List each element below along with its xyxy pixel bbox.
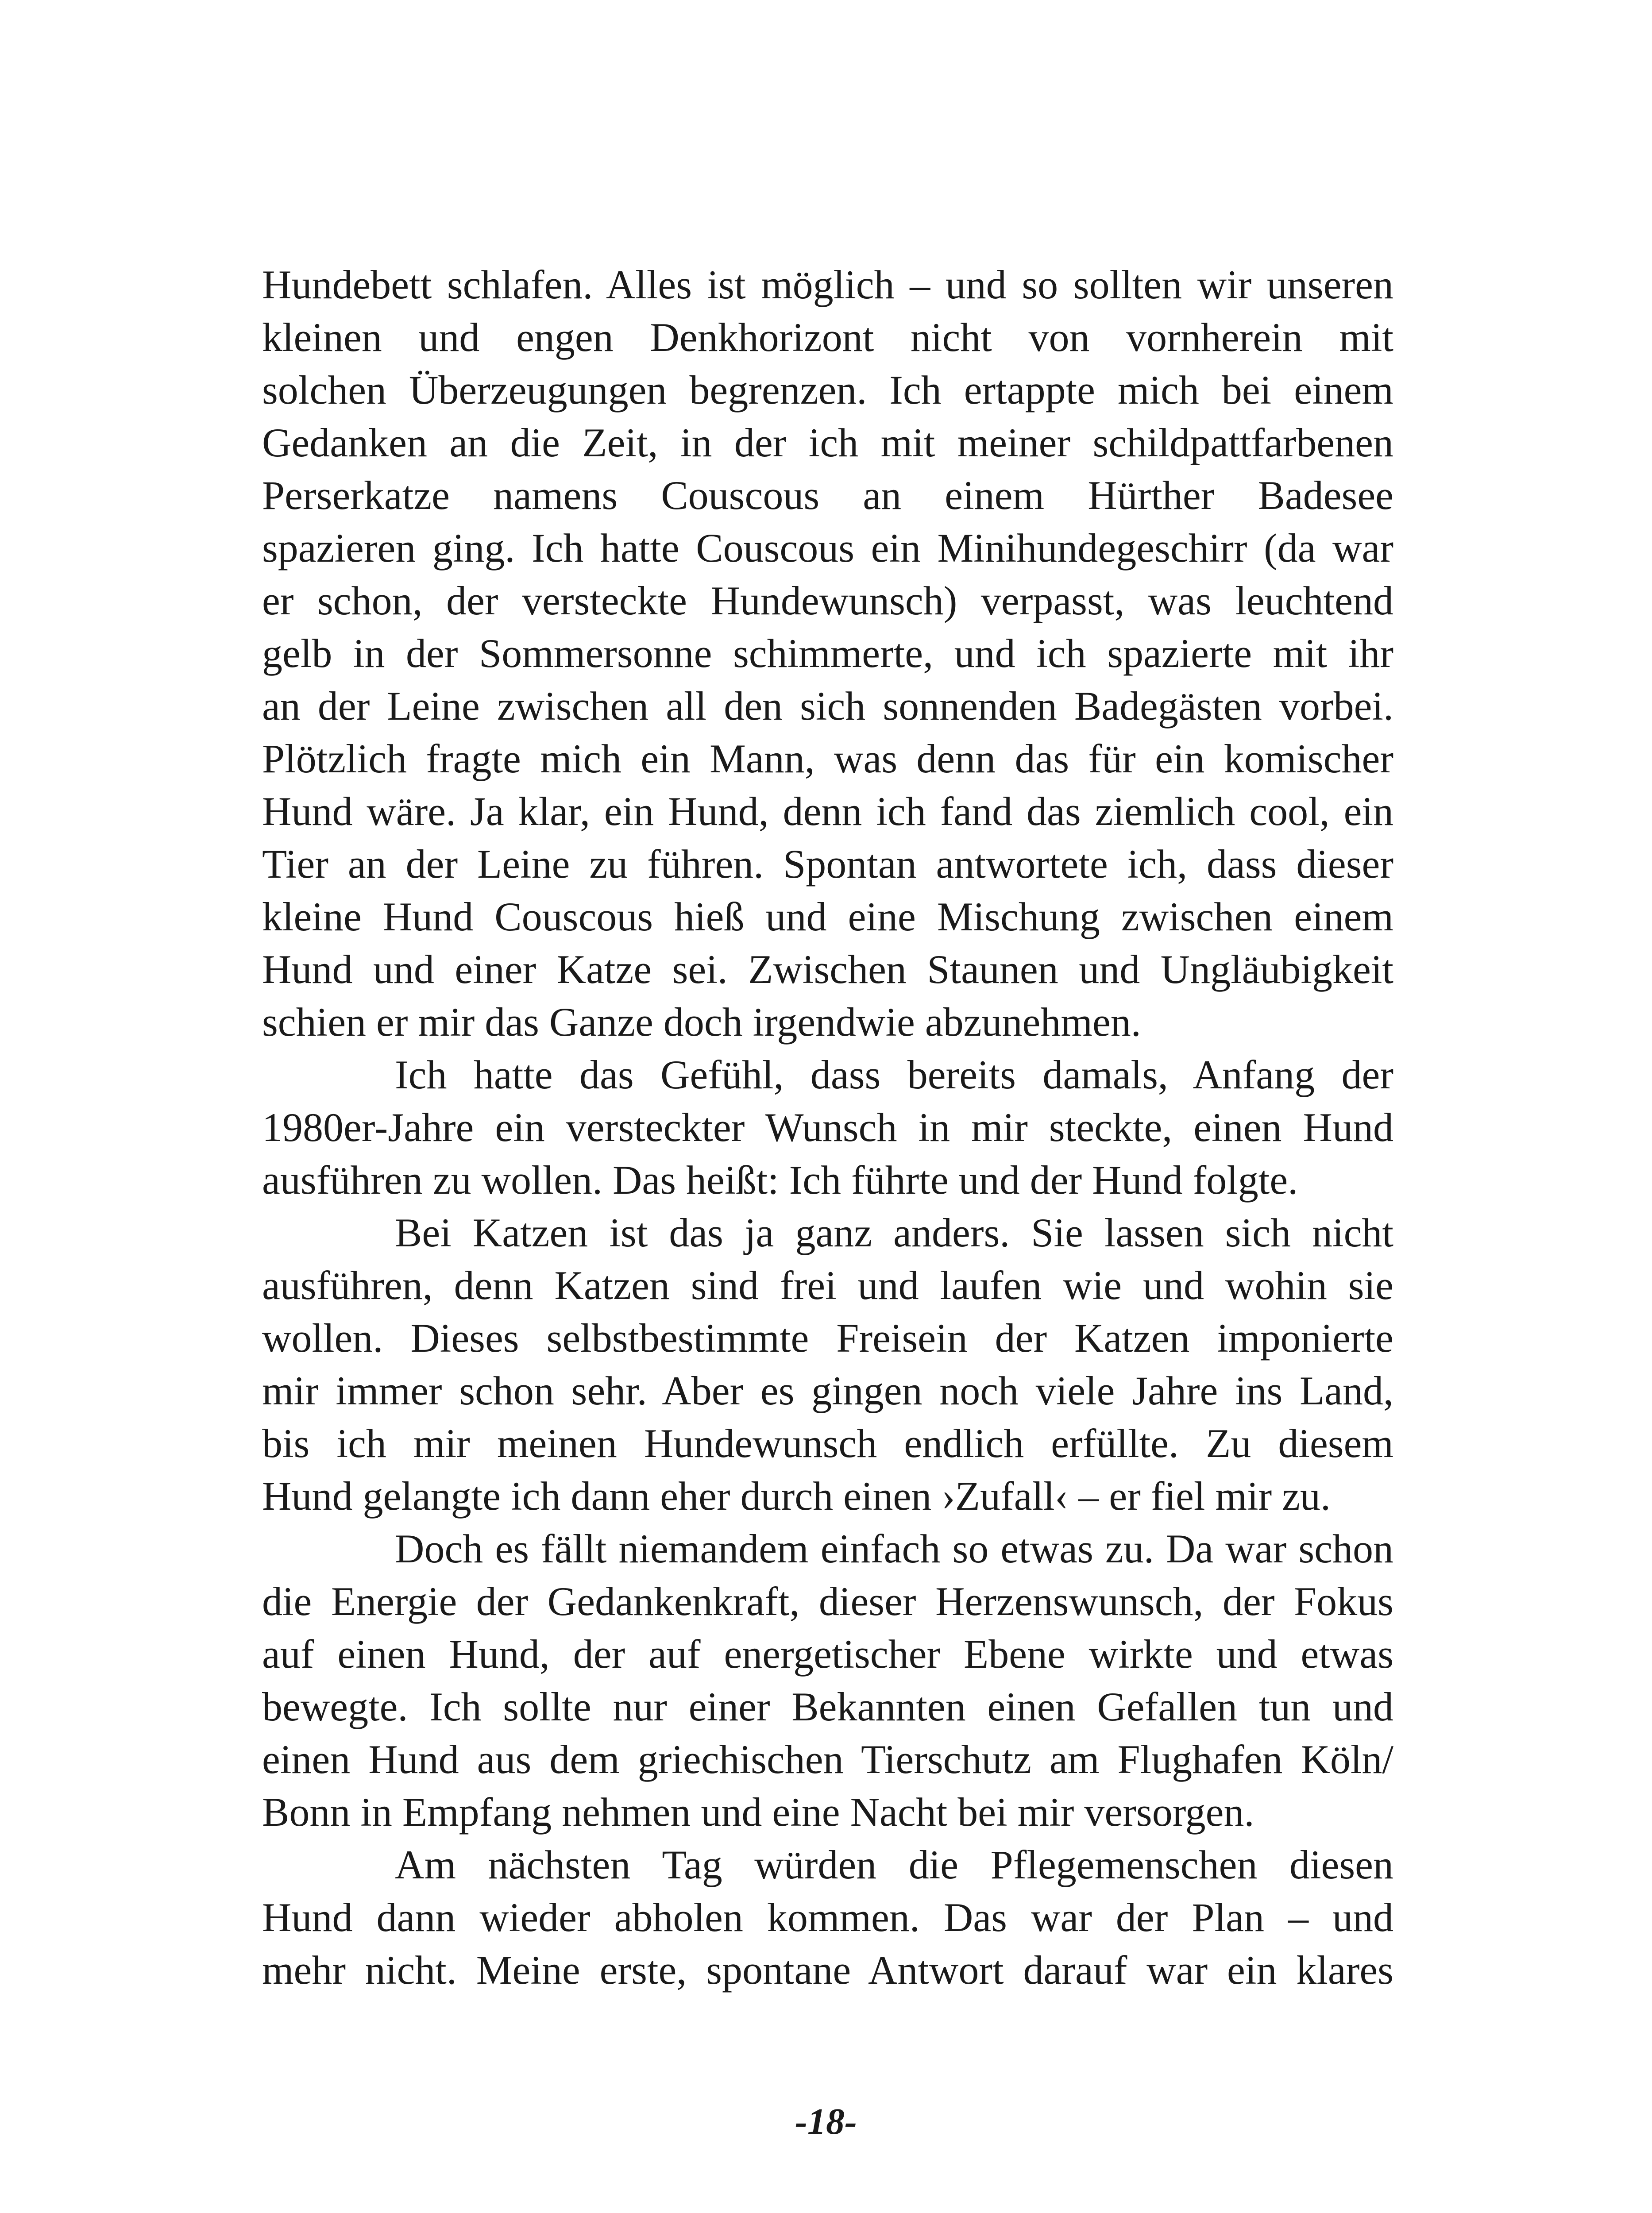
text-line: Ich hatte das Gefühl, dass bereits damals, Anfang der — [395, 1052, 1393, 1097]
text-line: Perserkatze namens Couscous an einem Hürther Badesee — [262, 473, 1393, 518]
text-line: gelb in der Sommersonne schimmerte, und ich spazierte mit ihr — [262, 631, 1393, 676]
text-line: wollen. Dieses selbstbestimmte Freisein der Katzen imponierte — [262, 1315, 1393, 1361]
text-line: bewegte. Ich sollte nur einer Bekannten einen Gefallen tun und — [262, 1684, 1393, 1729]
text-line: bis ich mir meinen Hundewunsch endlich erfüllte. Zu diesem — [262, 1421, 1393, 1466]
text-line: spazieren ging. Ich hatte Couscous ein Minihundegeschirr (da war — [262, 525, 1393, 571]
text-line: Bei Katzen ist das ja ganz anders. Sie lassen sich nicht — [395, 1210, 1393, 1255]
text-line: er schon, der versteckte Hundewunsch) verpasst, was leuchtend — [262, 578, 1393, 623]
text-line: solchen Überzeugungen begrenzen. Ich ertappte mich bei einem — [262, 367, 1393, 413]
text-line: Hund und einer Katze sei. Zwischen Staunen und Ungläubigkeit — [262, 947, 1393, 992]
body-text — [262, 258, 1393, 1997]
text-line: Gedanken an die Zeit, in der ich mit meiner schildpattfarbenen — [262, 420, 1393, 465]
text-line: kleinen und engen Denkhorizont nicht von vornherein mit — [262, 315, 1393, 360]
paragraph — [262, 258, 1393, 1049]
text-line: mir immer schon sehr. Aber es gingen noch viele Jahre ins Land, — [262, 1368, 1393, 1413]
paragraph — [262, 1839, 1393, 1997]
text-line: Tier an der Leine zu führen. Spontan antwortete ich, dass dieser — [262, 841, 1393, 887]
text-line: einen Hund aus dem griechischen Tierschutz am Flughafen Köln/ — [262, 1737, 1393, 1782]
text-line: Bonn in Empfang nehmen und eine Nacht bei mir versorgen. — [262, 1789, 1254, 1835]
text-line: Hund wäre. Ja klar, ein Hund, denn ich fand das ziemlich cool, ein — [262, 789, 1393, 834]
text-line: auf einen Hund, der auf energetischer Ebene wirkte und etwas — [262, 1631, 1393, 1677]
paragraph — [262, 1207, 1393, 1523]
text-line: mehr nicht. Meine erste, spontane Antwort darauf war ein klares — [262, 1947, 1393, 1993]
paragraph — [262, 1523, 1393, 1839]
text-line: Hundebett schlafen. Alles ist möglich – und so sollten wir unseren — [262, 262, 1393, 307]
text-line: Hund gelangte ich dann eher durch einen ›Zufall‹ – er fiel mir zu. — [262, 1473, 1331, 1519]
text-line: Plötzlich fragte mich ein Mann, was denn das für ein komischer — [262, 736, 1393, 781]
text-line: die Energie der Gedankenkraft, dieser Herzenswunsch, der Fokus — [262, 1579, 1393, 1624]
text-line: ausführen zu wollen. Das heißt: Ich führte und der Hund folgte. — [262, 1157, 1298, 1203]
text-line: Am nächsten Tag würden die Pflegemenschen diesen — [395, 1842, 1393, 1887]
text-line: 1980er-Jahre ein versteckter Wunsch in mir steckte, einen Hund — [262, 1105, 1393, 1150]
text-line: Hund dann wieder abholen kommen. Das war der Plan – und — [262, 1895, 1393, 1940]
text-line: ausführen, denn Katzen sind frei und laufen wie und wohin sie — [262, 1263, 1393, 1308]
page-number: -18- — [795, 2101, 857, 2142]
text-line: Doch es fällt niemandem einfach so etwas zu. Da war schon — [395, 1526, 1393, 1571]
text-line: kleine Hund Couscous hieß und eine Mischung zwischen einem — [262, 894, 1393, 939]
paragraph — [262, 1049, 1393, 1207]
text-line: schien er mir das Ganze doch irgendwie abzunehmen. — [262, 999, 1141, 1045]
text-line: an der Leine zwischen all den sich sonnenden Badegästen vorbei. — [262, 683, 1393, 729]
